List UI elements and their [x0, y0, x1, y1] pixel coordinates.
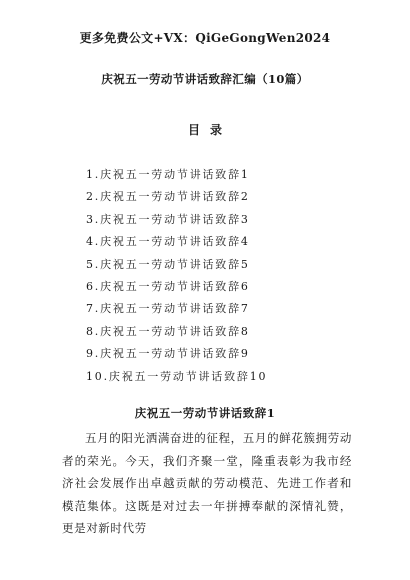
toc-item-4[interactable]: 4.庆祝五一劳动节讲话致辞4	[86, 235, 250, 249]
section-heading: 庆祝五一劳动节讲话致辞1	[134, 406, 276, 420]
toc-item-6[interactable]: 6.庆祝五一劳动节讲话致辞6	[86, 279, 250, 293]
table-of-contents	[86, 164, 267, 388]
toc-item-1[interactable]: 1.庆祝五一劳动节讲话致辞1	[86, 168, 250, 181]
toc-item-9[interactable]: 9.庆祝五一劳动节讲话致辞9	[86, 347, 250, 361]
promo-banner: 更多免费公文+VX：QiGeGongWen2024	[79, 31, 331, 45]
body-paragraph: 五月的阳光洒满奋进的征程，五月的鲜花簇拥劳动者的荣光。今天，我们齐聚一堂，隆重表彰为我市经济社会发展作出卓越贡献的劳动模范、先进工作者和模范集体。这既是对过去一年拼搏奉献的深情礼赞，更是对新时代劳	[62, 431, 352, 536]
toc-item-5[interactable]: 5.庆祝五一劳动节讲话致辞5	[86, 257, 250, 271]
document-title: 庆祝五一劳动节讲话致辞汇编（10篇）	[101, 72, 309, 86]
toc-item-3[interactable]: 3.庆祝五一劳动节讲话致辞3	[86, 212, 250, 226]
toc-item-8[interactable]: 8.庆祝五一劳动节讲话致辞8	[86, 324, 250, 338]
toc-item-2[interactable]: 2.庆祝五一劳动节讲话致辞2	[86, 190, 250, 204]
toc-item-7[interactable]: 7.庆祝五一劳动节讲话致辞7	[86, 302, 250, 316]
toc-heading: 目录	[187, 123, 232, 137]
toc-item-10[interactable]: 10.庆祝五一劳动节讲话致辞10	[86, 369, 268, 383]
